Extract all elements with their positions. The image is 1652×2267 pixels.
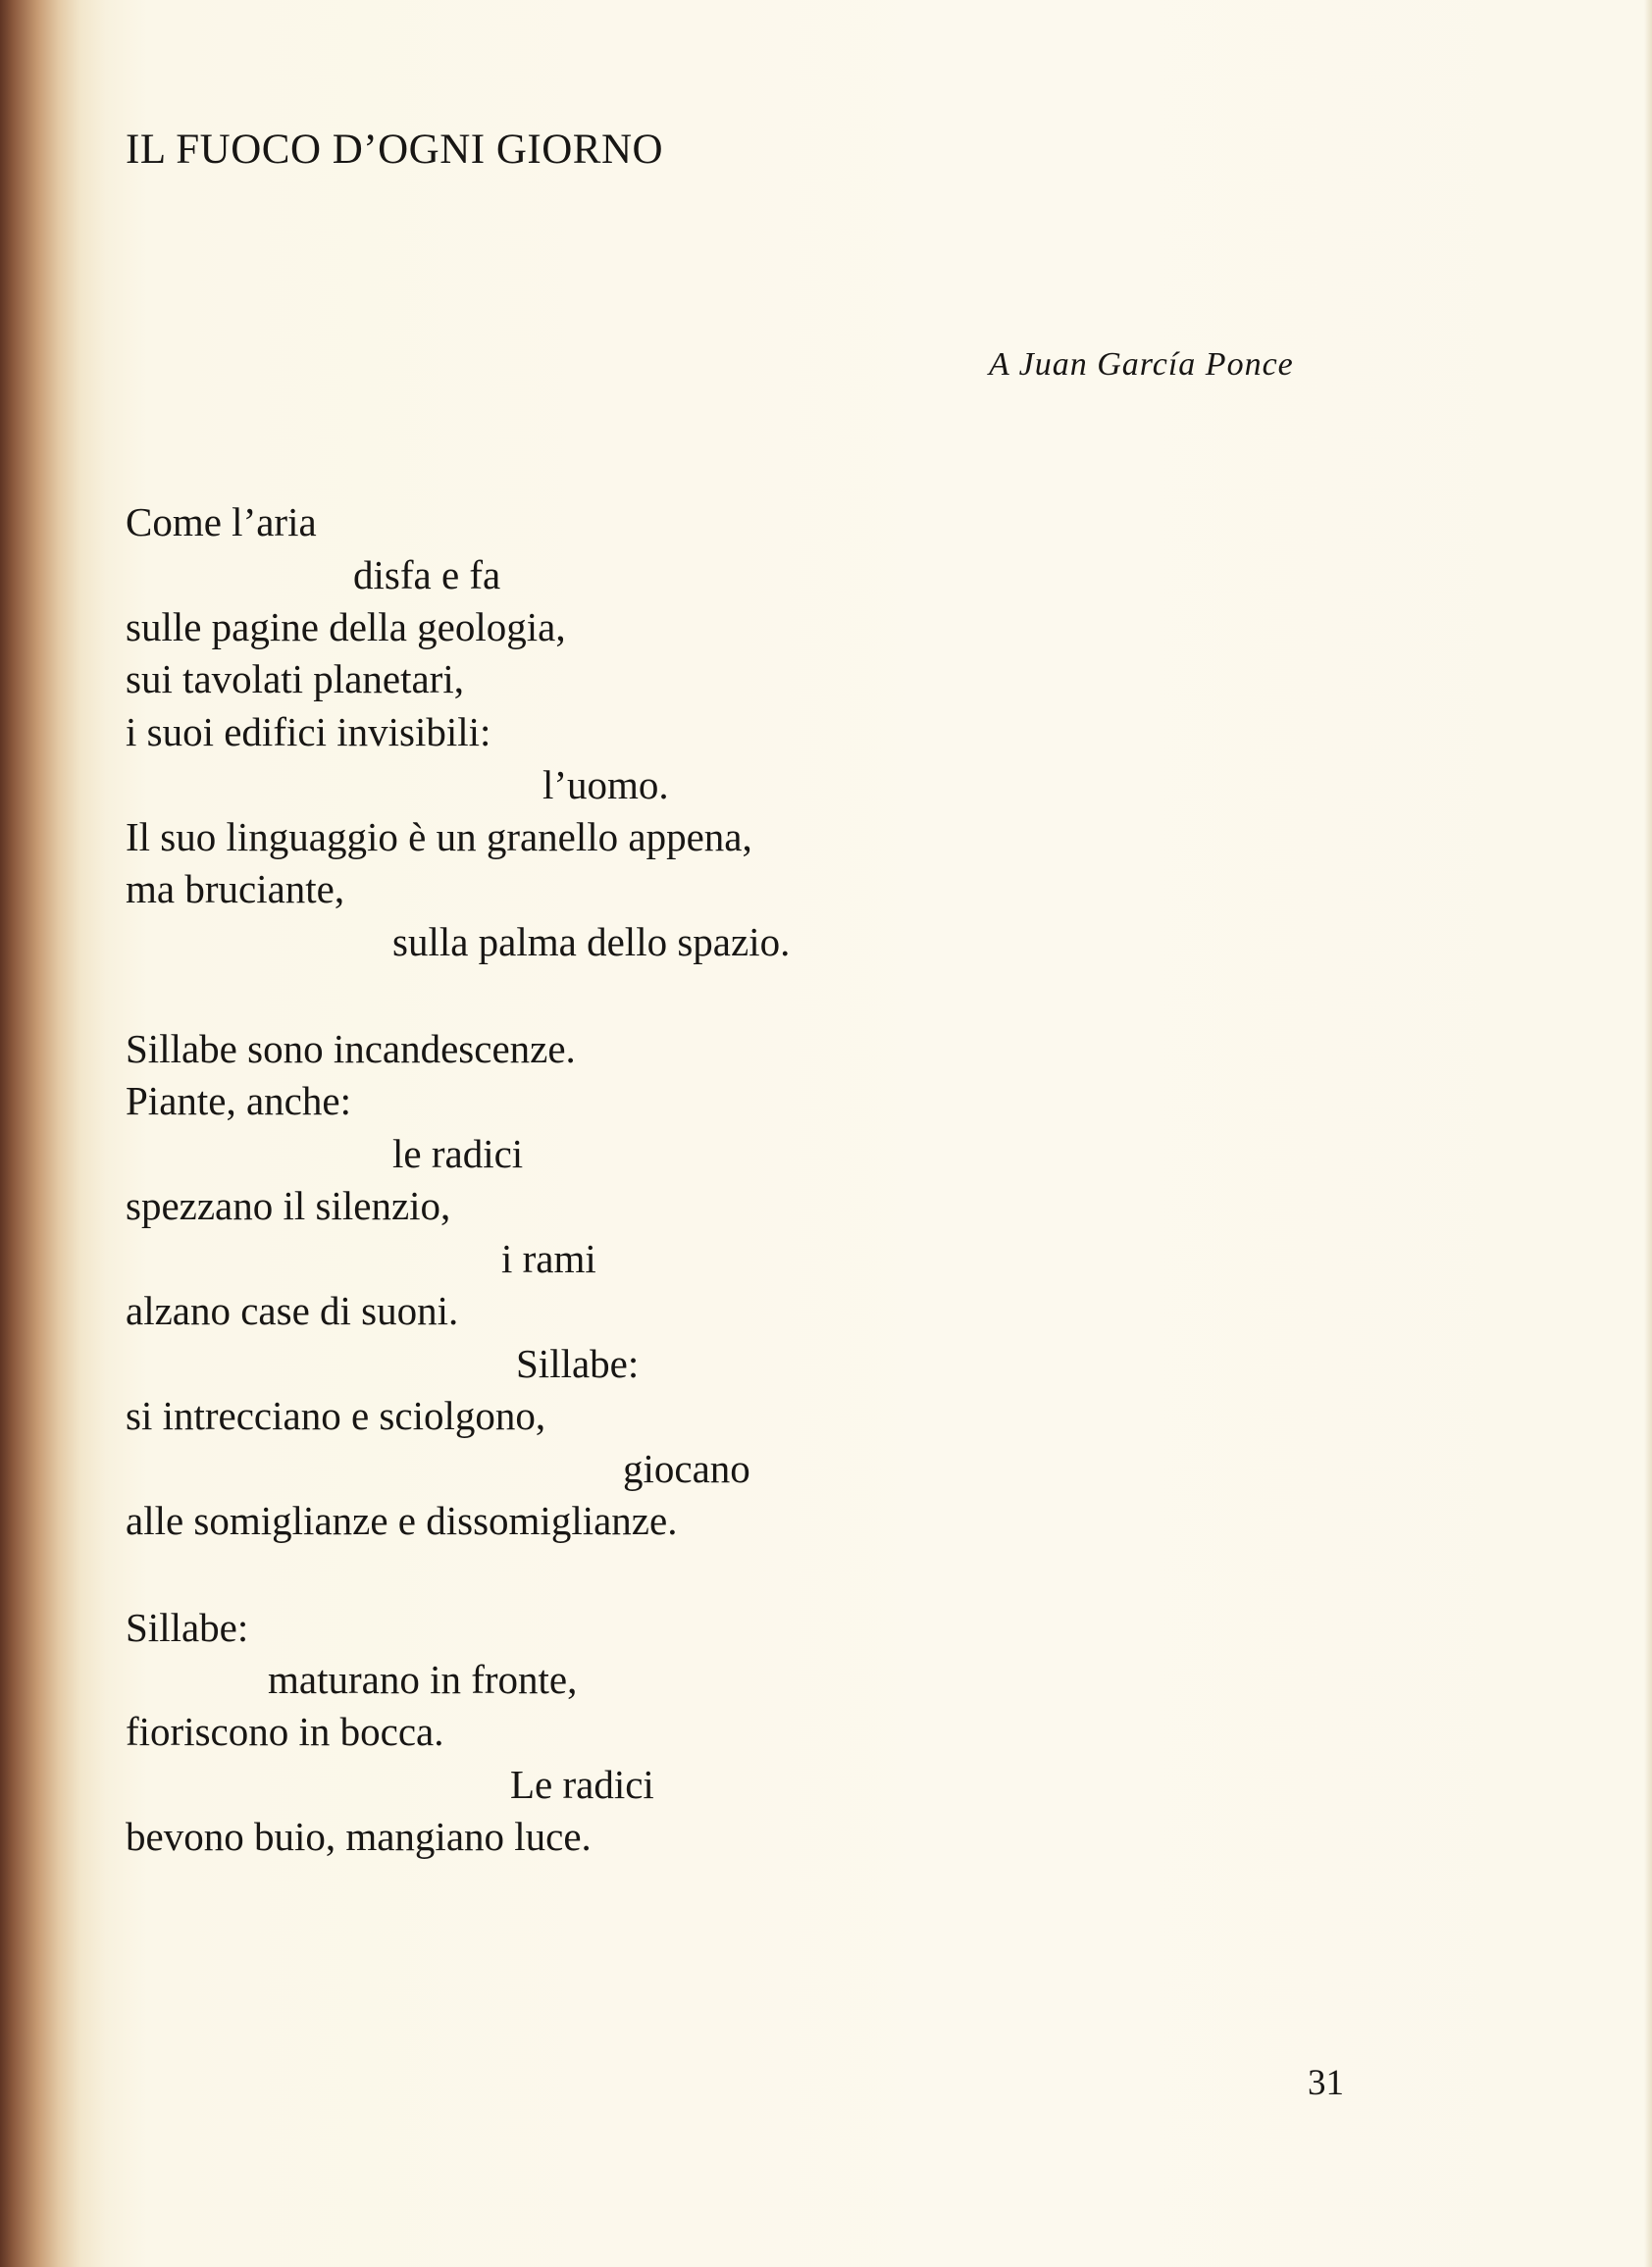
poem-line: Il suo linguaggio è un granello appena, xyxy=(126,814,752,859)
poem-line: i rami xyxy=(501,1236,596,1281)
poem-line: si intrecciano e sciolgono, xyxy=(126,1393,546,1438)
poem-line: Le radici xyxy=(510,1762,654,1807)
poem-line: Come l’aria xyxy=(126,499,317,544)
poem-line: sulle pagine della geologia, xyxy=(126,604,566,649)
poem-line: disfa e fa xyxy=(353,552,501,597)
page-edge xyxy=(1644,0,1652,2267)
poem-line: alle somiglianze e dissomiglianze. xyxy=(126,1498,678,1543)
poem-line: le radici xyxy=(392,1131,524,1176)
poem-line: sui tavolati planetari, xyxy=(126,656,464,701)
poem-line: sulla palma dello spazio. xyxy=(392,919,791,964)
poem-line: fioriscono in bocca. xyxy=(126,1709,444,1754)
poem-line: alzano case di suoni. xyxy=(126,1288,459,1333)
poem-line: Sillabe: xyxy=(126,1605,249,1650)
page-number: 31 xyxy=(1308,2063,1344,2103)
poem-line: Sillabe: xyxy=(516,1341,640,1386)
poem-line: l’uomo. xyxy=(542,762,669,807)
poem-title: IL FUOCO D’OGNI GIORNO xyxy=(126,127,664,173)
poem-line: spezzano il silenzio, xyxy=(126,1183,451,1228)
poem-line: Sillabe sono incandescenze. xyxy=(126,1026,576,1071)
poem-line: i suoi edifici invisibili: xyxy=(126,709,491,754)
poem-line: giocano xyxy=(623,1446,750,1491)
poem-line: ma bruciante, xyxy=(126,866,345,911)
dedication: A Juan García Ponce xyxy=(989,346,1294,383)
poem-line: maturano in fronte, xyxy=(268,1657,578,1702)
poem-line: bevono buio, mangiano luce. xyxy=(126,1814,592,1859)
poem-line: Piante, anche: xyxy=(126,1078,351,1123)
